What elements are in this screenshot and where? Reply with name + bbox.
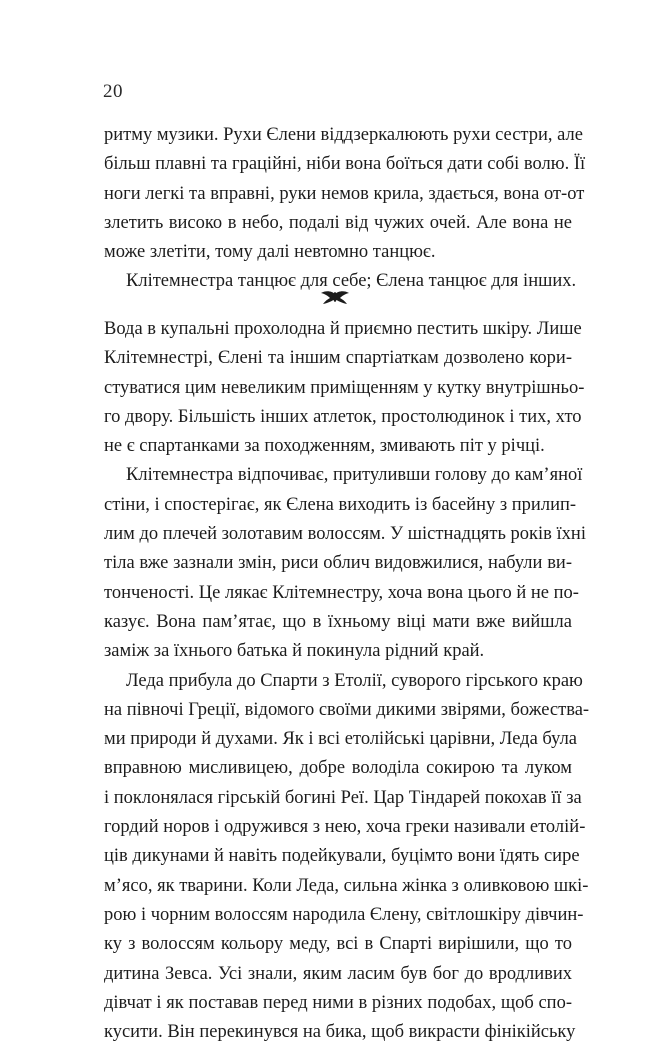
paragraph-dance (104, 121, 586, 297)
text-line: лим до плечей золотавим волоссям. У шістнадцять років їхні (104, 524, 586, 545)
text-line: злетить високо в небо, подалі від чужих очей. Але вона не (104, 212, 572, 233)
text-line: м’ясо, як тварини. Коли Леда, сильна жінка з оливковою шкі- (104, 875, 589, 896)
text-line: заміж за їхнього батька й покинула рідний край. (104, 641, 485, 662)
text-line: го двору. Більшість інших атлеток, простолюдинок і тих, хто (104, 406, 582, 427)
text-line: вправною мисливицею, добре володіла сокирою та луком (104, 758, 572, 779)
text-line: стіни, і спостерігає, як Єлена виходить із басейну з прилип- (104, 494, 577, 515)
text-line: не є спартанками за походженням, змивають піт у річці. (104, 436, 545, 457)
text-line: може злетіти, тому далі невтомно танцює. (104, 242, 436, 263)
text-line: ми природи й духами. Як і всі етолійські царівни, Леда була (104, 729, 578, 750)
page-number: 20 (103, 81, 123, 102)
text-line: тонченості. Це лякає Клітемнестру, хоча вона цього й не по- (104, 582, 579, 603)
text-line: Леда прибула до Спарти з Етолії, суворого гірського краю (126, 670, 583, 691)
text-line: рою і чорним волоссям народила Єлену, світлошкіру дівчин- (104, 904, 584, 925)
text-line: більш плавні та граційні, ніби вона боїться дати собі волю. Її (104, 154, 586, 175)
text-line: Клітемнестра відпочиває, притуливши голову до кам’яної (126, 465, 583, 486)
text-line: Вода в купальні прохолодна й приємно пестить шкіру. Лише (104, 319, 582, 339)
text-line: ноги легкі та вправні, руки немов крила, здається, вона от-от (104, 183, 585, 204)
text-line: стуватися цим невеликим приміщенням у кутку внутрішньо- (104, 377, 585, 398)
text-line: дівчат і як поставав перед ними в різних подобах, щоб спо- (104, 992, 572, 1013)
text-line: ритму музики. Рухи Єлени віддзеркалюють рухи сестри, але (104, 125, 583, 145)
text-line: Клітемнестрі, Єлені та іншим спартіаткам дозволено кори- (104, 348, 572, 369)
text-line: ку з волоссям кольору меду, всі в Спарті вирішили, що то (104, 934, 572, 955)
text-line: дитина Зевса. Усі знали, яким ласим був бог до вродливих (104, 963, 572, 984)
text-line: ців дикунами й навіть подейкували, буцімто вони їдять сире (104, 846, 580, 867)
text-line: на півночі Греції, відомого своїми дикими звірями, божества- (104, 699, 590, 720)
paragraph-bath (104, 315, 590, 1047)
text-line: гордий норов і одружився з нею, хоча греки називали етолій- (104, 817, 586, 838)
text-line: казує. Вона пам’ятає, що в їхньому віці мати вже вийшла (104, 611, 572, 632)
text-line: тіла вже зазнали змін, риси облич видовжилися, набули ви- (104, 553, 572, 574)
text-line: кусити. Він перекинувся на бика, щоб викрасти фінікійську (104, 1022, 576, 1043)
text-line: Клітемнестра танцює для себе; Єлена танцює для інших. (126, 271, 577, 292)
ornamental-divider-icon (320, 290, 350, 306)
text-line: і поклонялася гірській богині Реї. Цар Тіндарей покохав її за (104, 787, 582, 808)
